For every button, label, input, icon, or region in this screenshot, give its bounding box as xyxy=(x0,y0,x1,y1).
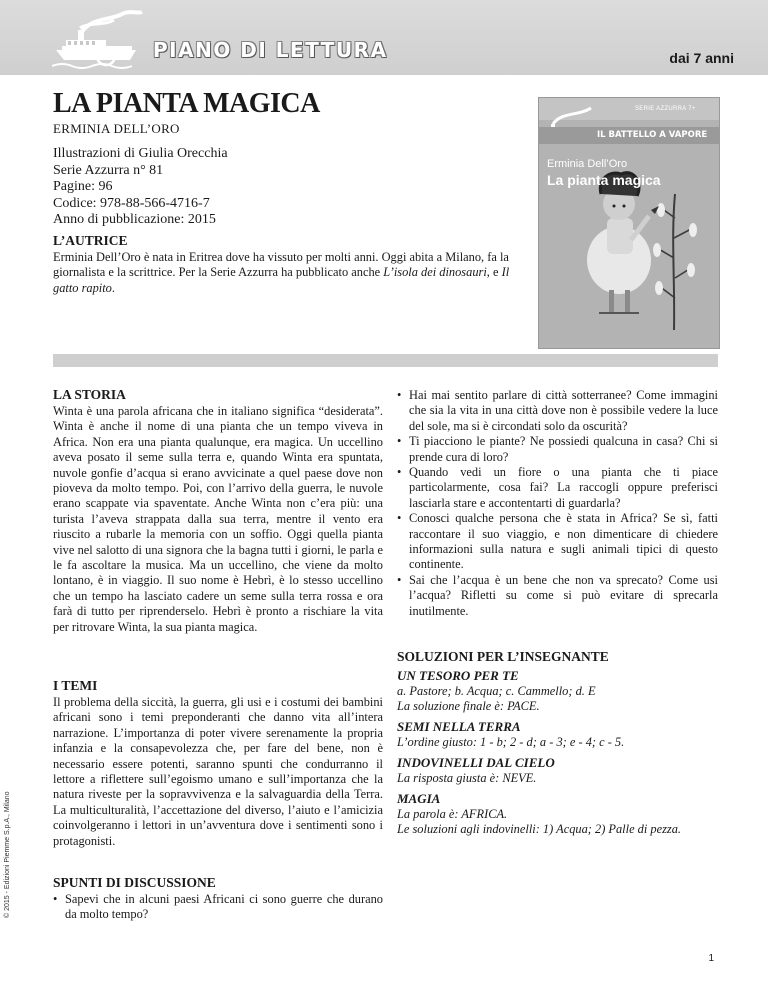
autrice-heading: L’AUTRICE xyxy=(53,233,128,248)
page-number: 1 xyxy=(708,953,714,964)
series-title: PIANO DI LETTURA xyxy=(153,38,388,62)
solution-title: UN TESORO PER TE xyxy=(397,668,519,683)
temi-text: Il problema della siccità, la guerra, gli usi e i costumi dei bambini africani sono i temi preponderanti che danno vita all’intera narrazione. L’importanza di poter vivere serenamente la propria infanzia e la consapevolezza che, per fare del bene, non è necessario essere potenti, saranno spunti che condurranno il lettore a riflettere sull’egoismo umano e sull’importanza che la natura riveste per la sopravvivenza e la salvaguardia della Terra. La multiculturalità, l’accettazione del diverso, l’aiuto e l’amicizia coinvolgeranno i lettori in un’avventura dove i sentimenti sono i protagonisti. xyxy=(53,695,383,848)
list-item: • Quando vedi un fiore o una pianta che ti piace particolarmente, cosa fai? La raccogli oppure preferisci lasciarla stare e accontentarti di guardarla? xyxy=(397,465,718,511)
meta-illustrations: Illustrazioni di Giulia Orecchia xyxy=(53,146,228,161)
list-item: • Sapevi che in alcuni paesi Africani ci sono guerre che durano da molto tempo? xyxy=(53,892,383,923)
solution-title: MAGIA xyxy=(397,791,441,806)
book-author: ERMINIA DELL’ORO xyxy=(53,121,180,136)
spunti-continued xyxy=(397,388,718,619)
cover-series-age: 7+ xyxy=(688,106,696,112)
section-temi xyxy=(53,678,383,849)
solution-title: SEMI NELLA TERRA xyxy=(397,719,521,734)
book-title: LA PIANTA MAGICA xyxy=(53,88,320,119)
section-spunti xyxy=(53,875,383,923)
steamboat-logo-icon xyxy=(52,10,144,72)
cover-series-small: SERIE AZZURRA xyxy=(635,106,687,112)
list-item: • Conosci qualche persona che è stata in Africa? Se sì, fatti raccontare il suo viaggio, e non dimenticare di chiedere informazioni sulla natura e sugli animali tipici di questo continente. xyxy=(397,511,718,573)
autrice-book-1: L’isola dei dinosauri xyxy=(383,265,487,279)
meta-year: Anno di pubblicazione: 2015 xyxy=(53,212,216,227)
solution-text: La risposta giusta è: NEVE. xyxy=(397,771,537,785)
copyright-note: © 2015 - Edizioni Piemme S.p.A., Milano xyxy=(4,791,11,918)
spunti-heading: SPUNTI DI DISCUSSIONE xyxy=(53,875,216,890)
meta-series: Serie Azzurra n° 81 xyxy=(53,162,164,178)
meta-pages: Pagine: 96 xyxy=(53,179,113,194)
section-soluzioni xyxy=(397,649,718,842)
list-item: • Ti piacciono le piante? Ne possiedi qualcuna in casa? Chi si prende cura di loro? xyxy=(397,434,718,465)
book-cover xyxy=(538,97,720,349)
meta-code: Codice: 978-88-566-4716-7 xyxy=(53,195,210,211)
section-storia xyxy=(53,387,383,635)
age-label: dai 7 anni xyxy=(669,50,734,66)
cover-brand: IL BATTELLO A VAPORE xyxy=(597,130,708,140)
book-meta xyxy=(53,146,228,229)
storia-heading: LA STORIA xyxy=(53,387,126,402)
cover-author: Erminia Dell’Oro xyxy=(547,158,628,170)
autrice-text: Erminia Dell’Oro è nata in Eritrea dove ha vissuto per molti anni. Oggi abita a Milano, fa la giornalista e la scrittrice. Per la Serie Azzurra ha pubblicato anche L’isola dei dinosauri, e Il gatto rapito. xyxy=(53,249,510,295)
section-divider xyxy=(53,354,718,367)
cover-title: La pianta magica xyxy=(547,172,661,188)
solution-title: INDOVINELLI DAL CIELO xyxy=(397,755,555,770)
section-autrice xyxy=(53,233,523,296)
solution-text: a. Pastore; b. Acqua; c. Cammello; d. E La soluzione finale è: PACE. xyxy=(397,684,596,713)
list-item: • Hai mai sentito parlare di città sotterranee? Come immagini che sia la vita in una città dove non è possibile vedere la luce del sole, ma si è circondati solo da oscurità? xyxy=(397,388,718,434)
list-item: • Sai che l’acqua è un bene che non va sprecato? Come usi l’acqua? Rifletti su come si può evitare di sprecarla inutilmente. xyxy=(397,573,718,619)
autrice-book-2: Il gatto rapito xyxy=(53,265,510,295)
solution-text: La parola è: AFRICA. Le soluzioni agli indovinelli: 1) Acqua; 2) Palle di pezza. xyxy=(397,807,682,836)
temi-heading: I TEMI xyxy=(53,678,98,693)
soluzioni-heading: SOLUZIONI PER L’INSEGNANTE xyxy=(397,649,609,664)
solution-text: L’ordine giusto: 1 - b; 2 - d; a - 3; e - 4; c - 5. xyxy=(397,735,625,749)
storia-text: Winta è una parola africana che in italiano significa “desiderata”. Winta è anche il nome di una pianta che un tempo viveva in Africa. Non era una pianta qualunque, era magica. Un uccellino aveva posato il seme sulla terra e, quando Winta era spuntata, nuvole gonfie d’acqua si erano avvicinate a quel paese dove non pioveva da molto tempo. Poi, con l’arrivo della guerra, le nuvole erano scappate via spaventate. Anche Winta non c’era più: una turista l’aveva strappata dalla sua terra, mentre il vento era riuscito a rubarle la memoria con un soffio. Oggi quella pianta vive nel salotto di una signora che la bagna tutti i giorni, le parla e le fa ascoltare la musica. Ma un uccellino, che viene da molto lontano, è in viaggio. Il suo nome è Hebrì, è lo stesso uccellino che un tempo ha lasciato cadere un seme sulla terra rossa e ora farà di tutto per riprenderselo. Hebrì è pronto a rischiare la vita per ritrovare Winta, la sua pianta magica. xyxy=(53,404,383,634)
